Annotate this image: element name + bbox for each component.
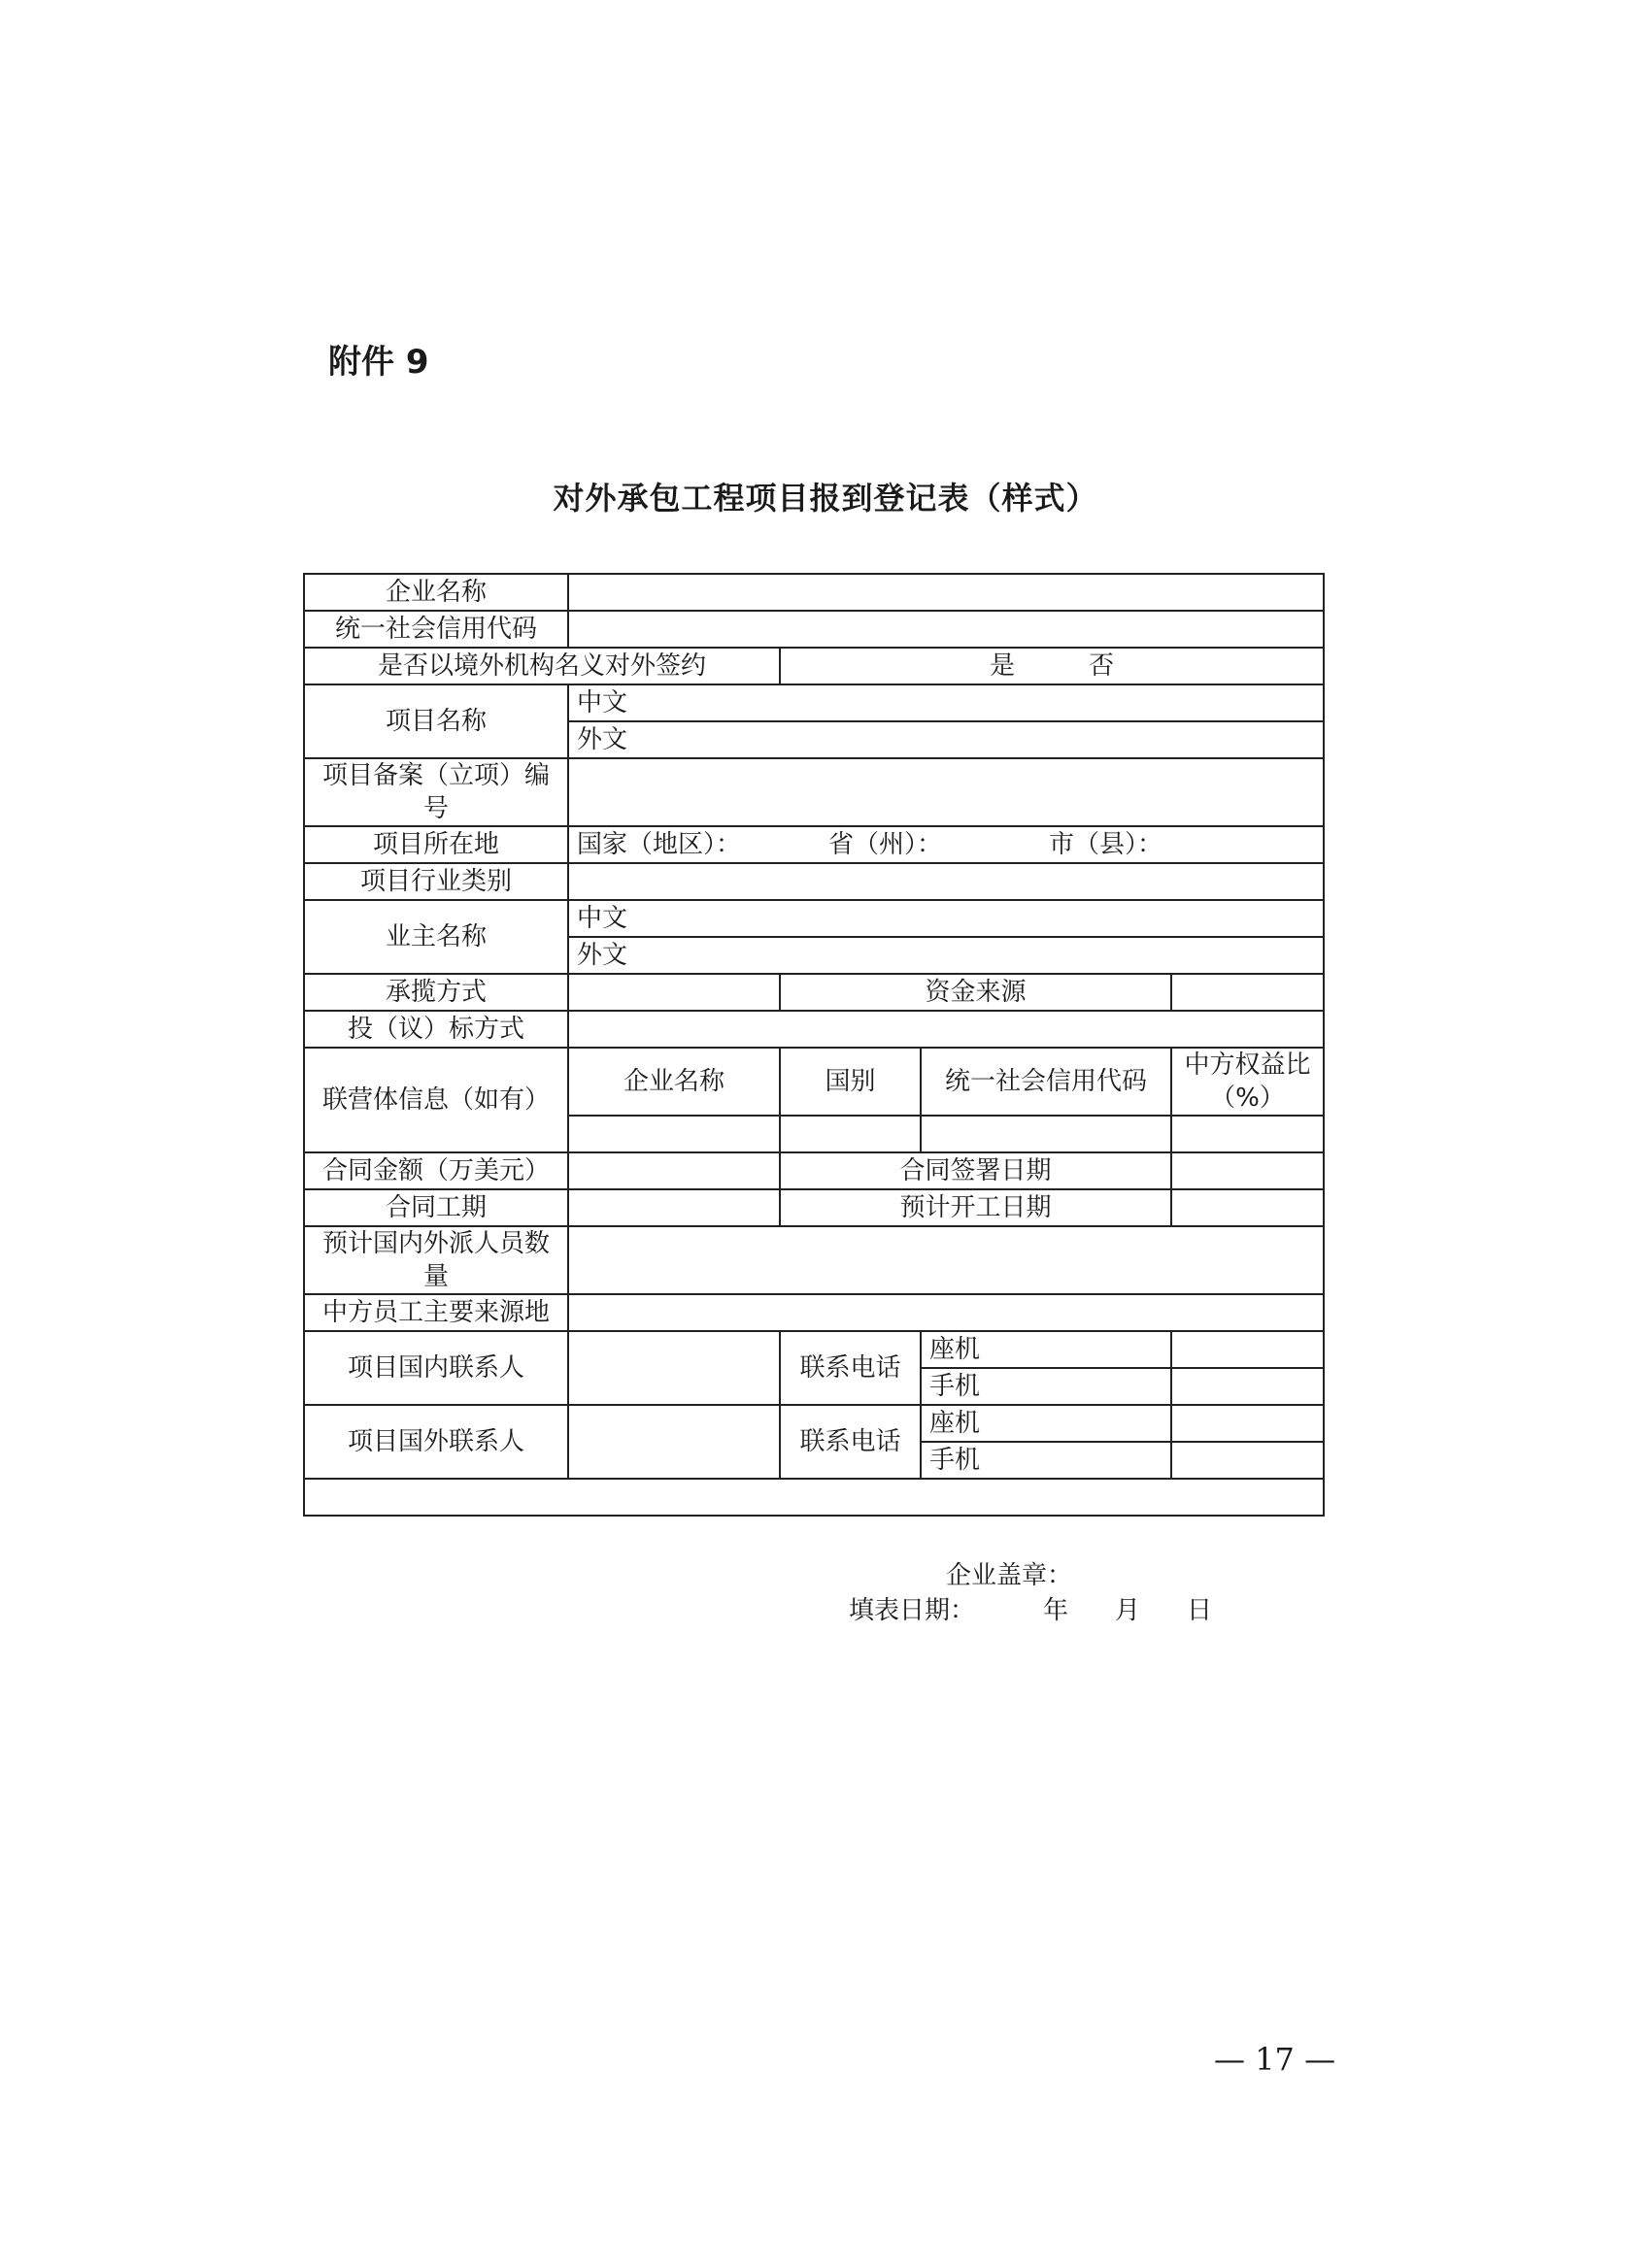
field-domestic-landline[interactable]: [1171, 1331, 1324, 1368]
signature-block: [304, 1479, 1324, 1625]
label-owner-name: 业主名称: [304, 900, 568, 974]
header-cons-country: 国别: [780, 1048, 921, 1116]
field-domestic-mobile[interactable]: [1171, 1368, 1324, 1405]
label-staff-source: 中方员工主要来源地: [304, 1294, 568, 1331]
sublabel-province: 省（州）：: [828, 830, 943, 859]
field-staff-count[interactable]: [568, 1226, 1324, 1294]
row-signature: [304, 1479, 1324, 1516]
row-domestic-contact-1: [304, 1331, 1324, 1368]
field-sign-date[interactable]: [1171, 1152, 1324, 1189]
row-overseas-contact-1: [304, 1405, 1324, 1442]
field-bid-mode[interactable]: [568, 1011, 1324, 1048]
field-domestic-contact[interactable]: [568, 1331, 780, 1405]
month-label: 月: [1115, 1596, 1141, 1625]
field-overseas-sign[interactable]: [780, 648, 1324, 684]
label-overseas-phone: 联系电话: [780, 1405, 921, 1479]
row-overseas-sign: [304, 648, 1324, 684]
field-owner-cn[interactable]: [568, 900, 1324, 937]
label-contract-mode: 承揽方式: [304, 974, 568, 1011]
label-overseas-sign: 是否以境外机构名义对外签约: [304, 648, 780, 684]
label-sign-date: 合同签署日期: [780, 1152, 1171, 1189]
label-record-no: 项目备案（立项）编号: [304, 758, 568, 826]
form-title: 对外承包工程项目报到登记表（样式）: [553, 480, 1098, 517]
label-credit-code: 统一社会信用代码: [304, 611, 568, 648]
sublabel-chinese: 中文: [577, 688, 628, 717]
label-overseas-contact: 项目国外联系人: [304, 1405, 568, 1479]
label-staff-count: 预计国内外派人员数量: [304, 1226, 568, 1294]
label-domestic-mobile: 手机: [921, 1368, 1171, 1405]
row-consortium-header: [304, 1048, 1324, 1116]
row-location: [304, 826, 1324, 863]
attachment-label: 附件 9: [328, 343, 429, 382]
row-staff-count: [304, 1226, 1324, 1294]
row-contract-amount: [304, 1152, 1324, 1189]
field-cons-company[interactable]: [568, 1116, 780, 1152]
field-fund-source[interactable]: [1171, 974, 1324, 1011]
field-credit-code[interactable]: [568, 611, 1324, 648]
sublabel-city: 市（县）：: [1049, 830, 1163, 859]
field-staff-source[interactable]: [568, 1294, 1324, 1331]
sublabel-foreign: 外文: [577, 941, 628, 970]
header-cons-code: 统一社会信用代码: [921, 1048, 1171, 1116]
field-industry[interactable]: [568, 863, 1324, 900]
day-label: 日: [1187, 1596, 1213, 1625]
registration-form: [303, 573, 1325, 1625]
field-location[interactable]: [568, 826, 1324, 863]
field-cons-ratio[interactable]: [1171, 1116, 1324, 1152]
row-bid-mode: [304, 1011, 1324, 1048]
row-staff-source: [304, 1294, 1324, 1331]
label-domestic-phone: 联系电话: [780, 1331, 921, 1405]
sublabel-foreign: 外文: [577, 725, 628, 754]
label-consortium: 联营体信息（如有）: [304, 1048, 568, 1152]
fill-date-line: [849, 1594, 1212, 1627]
field-project-name-cn[interactable]: [568, 684, 1324, 721]
header-cons-ratio: 中方权益比（%）: [1171, 1048, 1324, 1116]
row-owner-cn: [304, 900, 1324, 937]
field-company-name[interactable]: [568, 574, 1324, 611]
field-duration[interactable]: [568, 1189, 780, 1226]
label-location: 项目所在地: [304, 826, 568, 863]
header-cons-company: 企业名称: [568, 1048, 780, 1116]
label-domestic-contact: 项目国内联系人: [304, 1331, 568, 1405]
label-duration: 合同工期: [304, 1189, 568, 1226]
sublabel-chinese: 中文: [577, 904, 628, 933]
label-overseas-landline: 座机: [921, 1405, 1171, 1442]
field-start-date[interactable]: [1171, 1189, 1324, 1226]
label-industry: 项目行业类别: [304, 863, 568, 900]
label-start-date: 预计开工日期: [780, 1189, 1171, 1226]
label-project-name: 项目名称: [304, 684, 568, 758]
field-cons-code[interactable]: [921, 1116, 1171, 1152]
seal-label: 企业盖章：: [946, 1561, 1073, 1590]
field-overseas-mobile[interactable]: [1171, 1442, 1324, 1479]
label-contract-amount: 合同金额（万美元）: [304, 1152, 568, 1189]
label-domestic-landline: 座机: [921, 1331, 1171, 1368]
row-record-no: [304, 758, 1324, 826]
field-contract-mode[interactable]: [568, 974, 780, 1011]
row-project-name-cn: [304, 684, 1324, 721]
page-number: — 17 —: [1214, 2041, 1336, 2078]
option-yes[interactable]: 是: [989, 651, 1015, 681]
fill-date-label: 填表日期：: [849, 1596, 976, 1625]
label-overseas-mobile: 手机: [921, 1442, 1171, 1479]
row-industry: [304, 863, 1324, 900]
field-overseas-contact[interactable]: [568, 1405, 780, 1479]
year-label: 年: [1043, 1596, 1069, 1625]
label-fund-source: 资金来源: [780, 974, 1171, 1011]
sublabel-country: 国家（地区）：: [577, 830, 742, 859]
option-no[interactable]: 否: [1089, 651, 1115, 681]
row-contract-mode: [304, 974, 1324, 1011]
label-bid-mode: 投（议）标方式: [304, 1011, 568, 1048]
field-project-name-foreign[interactable]: [568, 721, 1324, 758]
field-record-no[interactable]: [568, 758, 1324, 826]
field-contract-amount[interactable]: [568, 1152, 780, 1189]
field-overseas-landline[interactable]: [1171, 1405, 1324, 1442]
label-company-name: 企业名称: [304, 574, 568, 611]
row-company-name: [304, 574, 1324, 611]
row-duration: [304, 1189, 1324, 1226]
field-owner-foreign[interactable]: [568, 937, 1324, 974]
field-cons-country[interactable]: [780, 1116, 921, 1152]
row-credit-code: [304, 611, 1324, 648]
